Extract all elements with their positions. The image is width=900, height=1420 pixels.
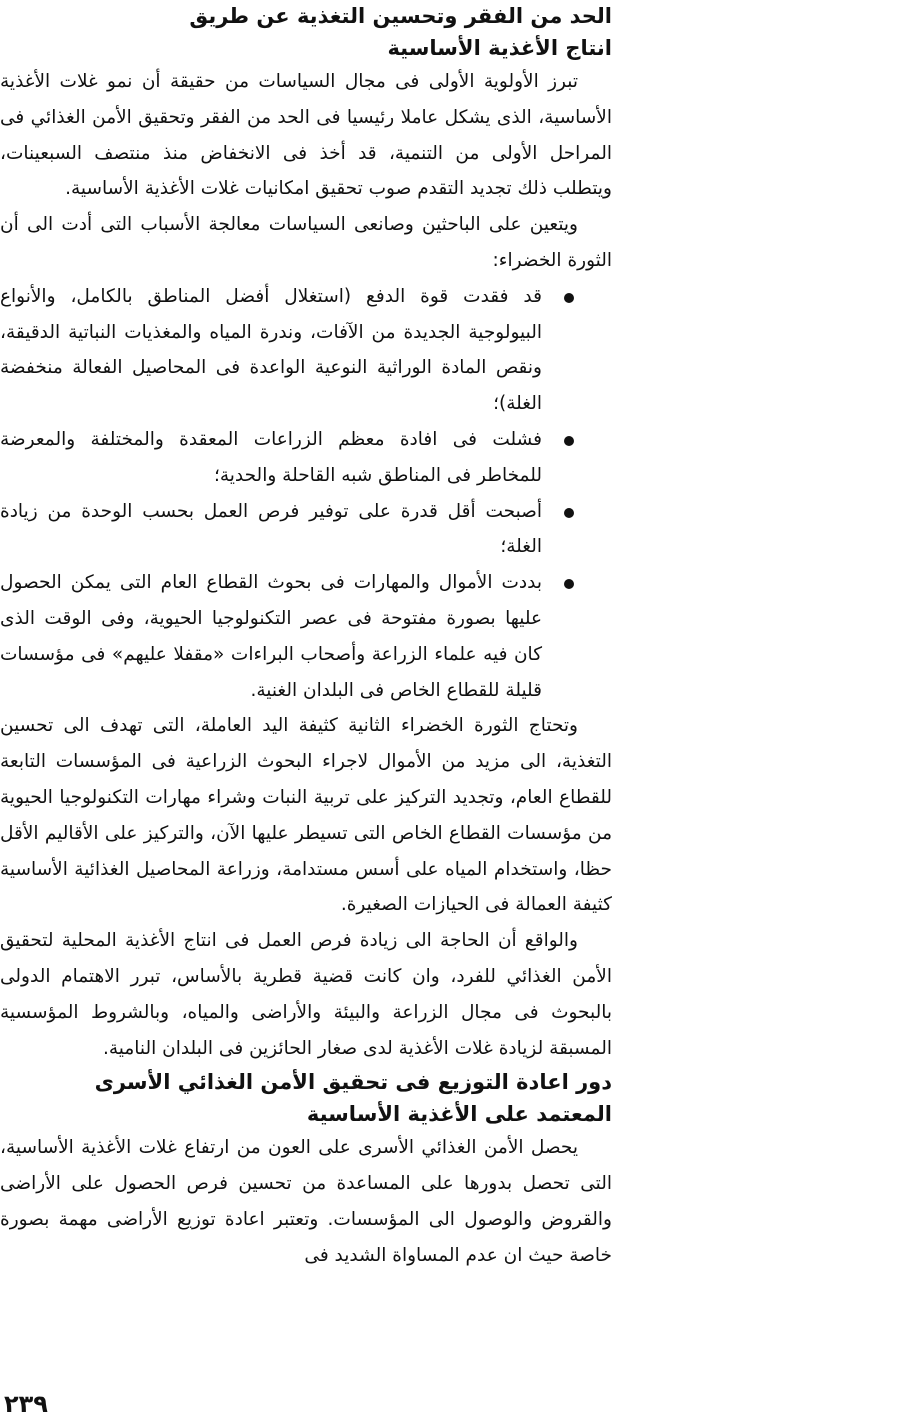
bullet-text: أصبحت أقل قدرة على توفير فرص العمل بحسب الوحدة من زيادة الغلة؛ [0,500,542,558]
bullet-item [0,565,612,708]
bullet-icon [564,293,574,303]
paragraph: تبرز الأولوية الأولى فى مجال السياسات من حقيقة أن نمو غلات الأغذية الأساسية، الذى يشكل عاملا رئيسيا فى الحد من الفقر وتحقيق الأمن الغذائي فى المراحل الأولى من التنمية، قد أخذ فى الانخفاض منذ منتصف السبعينات، ويتطلب ذلك تجديد التقدم صوب تحقيق امكانيات غلات الأغذية الأساسية. [0,71,612,200]
bullet-item [0,494,612,566]
bullet-list [0,279,612,709]
bullet-text: قد فقدت قوة الدفع (استغلال أفضل المناطق بالكامل، والأنواع البيولوجية الجديدة من الآفات، وندرة المياه والمغذيات النباتية الدقيقة، ونقص المادة الوراثية النوعية الواعدة فى المحاصيل الفعالة منخفضة الغلة)؛ [0,285,542,415]
paragraph: ويتعين على الباحثين وصانعى السياسات معالجة الأسباب التى أدت الى أن الثورة الخضراء: [0,214,612,271]
paragraph: يحصل الأمن الغذائي الأسرى على العون من ارتفاع غلات الأغذية الأساسية، التى تحصل بدورها على المساعدة من تحسين فرص الحصول على الأراضى والقروض والوصول الى المؤسسات. وتعتبر اعادة توزيع الأراضى مهمة بصورة خاصة حيث ان عدم المساواة الشديد فى [0,1137,612,1266]
bullet-item [0,279,612,422]
heading-line: انتاج الأغذية الأساسية [387,36,612,60]
bullet-text: فشلت فى افادة معظم الزراعات المعقدة والمختلفة والمعرضة للمخاطر فى المناطق شبه القاحلة والحدية؛ [0,428,542,486]
section-heading [0,0,612,64]
bullet-text: بددت الأموال والمهارات فى بحوث القطاع العام التى يمكن الحصول عليها بصورة مفتوحة فى عصر التكنولوجيا الحيوية، وفى الوقت الذى كان فيه علماء الزراعة وأصحاب البراءات «مقفلا عليهم» فى مؤسسات قليلة للقطاع الخاص فى البلدان الغنية. [0,572,542,701]
bullet-item [0,422,612,494]
paragraph: والواقع أن الحاجة الى زيادة فرص العمل فى انتاج الأغذية المحلية لتحقيق الأمن الغذائي للفرد، وان كانت قضية قطرية بالأساس، تبرر الاهتمام الدولى بالبحوث فى مجال الزراعة والبيئة والأراضى والمياه، وبالشروط المؤسسية المسبقة لزيادة غلات الأغذية لدى صغار الحائزين فى البلدان النامية. [0,930,612,1059]
heading-line: المعتمد على الأغذية الأساسية [306,1102,612,1127]
bullet-icon [564,508,574,518]
heading-line: الحد من الفقر وتحسين التغذية عن طريق [189,4,612,28]
bullet-icon [564,436,574,446]
page-number: ٢٣٩ [4,1390,48,1418]
heading-line: دور اعادة التوزيع فى تحقيق الأمن الغذائي الأسرى [94,1070,612,1095]
paragraph: وتحتاج الثورة الخضراء الثانية كثيفة اليد العاملة، التى تهدف الى تحسين التغذية، الى مزيد من الأموال لاجراء البحوث الزراعية فى المؤسسات التابعة للقطاع العام، وتجديد التركيز على تربية النبات وشراء مهارات التكنولوجيا الحيوية من مؤسسات القطاع الخاص التى تسيطر عليها الآن، والتركيز على الأقاليم الأقل حظا، واستخدام المياه على أسس مستدامة، وزراعة المحاصيل الغذائية الأساسية كثيفة العمالة فى الحيازات الصغيرة. [0,715,612,916]
section-heading [0,1066,612,1130]
bullet-icon [564,579,574,589]
